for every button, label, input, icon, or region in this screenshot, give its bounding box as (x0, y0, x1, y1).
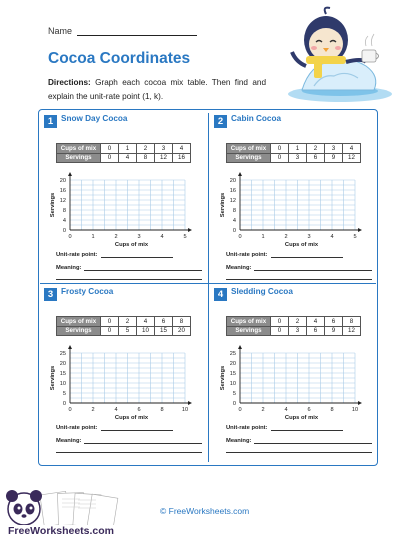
table-cell: 3 (325, 144, 343, 154)
table-cell: 3 (289, 153, 307, 163)
table-cell: 4 (307, 317, 325, 327)
problem-2 (214, 114, 374, 286)
y-tick-label: 5 (232, 391, 236, 397)
problem-title: Sledding Cocoa (231, 287, 293, 296)
meaning-label: Meaning: (226, 265, 252, 271)
cups-row-header: Cups of mix (57, 144, 101, 154)
problem-title: Cabin Cocoa (231, 114, 282, 123)
table-cell: 0 (271, 326, 289, 336)
x-tick-label: 5 (183, 234, 187, 240)
y-tick-label: 15 (59, 371, 66, 377)
meaning-field[interactable] (56, 438, 202, 444)
x-tick-label: 2 (91, 407, 95, 413)
meaning-line-2[interactable] (56, 279, 202, 280)
x-tick-label: 8 (330, 407, 334, 413)
table-cell: 10 (137, 326, 155, 336)
x-tick-label: 0 (238, 407, 242, 413)
y-tick-label: 8 (62, 208, 66, 214)
directions-text: Graph each cocoa mix table. Then find and explain the unit-rate point (1, k). (48, 78, 266, 101)
table-cell: 0 (271, 317, 289, 327)
meaning-field[interactable] (226, 265, 372, 271)
directions-label: Directions: (48, 78, 91, 87)
y-tick-label: 8 (232, 208, 236, 214)
meaning-line[interactable] (254, 438, 372, 444)
coordinate-grid[interactable] (44, 166, 204, 250)
table-cell: 9 (325, 326, 343, 336)
table-cell: 3 (155, 144, 173, 154)
panel-vertical-divider (208, 113, 209, 462)
meaning-label: Meaning: (56, 438, 82, 444)
table-cell: 0 (271, 144, 289, 154)
unit-rate-line[interactable] (271, 425, 343, 431)
x-tick-label: 4 (330, 234, 334, 240)
y-tick-label: 0 (232, 228, 236, 234)
x-tick-label: 6 (307, 407, 311, 413)
x-axis-label: Cups of mix (284, 415, 319, 421)
cups-row-header: Cups of mix (227, 317, 271, 327)
y-tick-label: 10 (59, 381, 66, 387)
name-label: Name (48, 26, 73, 36)
table-cell: 2 (119, 317, 137, 327)
table-cell: 8 (137, 153, 155, 163)
unit-rate-label: Unit-rate point: (56, 252, 98, 258)
problem-title: Snow Day Cocoa (61, 114, 128, 123)
problem-header (44, 287, 131, 301)
cups-row-header: Cups of mix (227, 144, 271, 154)
x-tick-label: 5 (353, 234, 357, 240)
x-tick-label: 0 (68, 407, 72, 413)
y-tick-label: 20 (59, 178, 66, 184)
x-tick-label: 1 (261, 234, 265, 240)
y-tick-label: 4 (62, 218, 66, 224)
cups-row-header: Cups of mix (57, 317, 101, 327)
y-tick-label: 20 (59, 361, 66, 367)
unit-rate-line[interactable] (101, 252, 173, 258)
meaning-line[interactable] (84, 438, 202, 444)
servings-row (57, 153, 191, 163)
x-tick-label: 6 (137, 407, 141, 413)
meaning-field[interactable] (226, 438, 372, 444)
x-tick-label: 10 (351, 407, 359, 413)
y-tick-label: 16 (59, 188, 66, 194)
table-cell: 4 (343, 144, 361, 154)
meaning-line-2[interactable] (56, 452, 202, 453)
unit-rate-field[interactable] (56, 252, 173, 258)
problem-4 (214, 287, 374, 459)
servings-row-header: Servings (227, 153, 271, 163)
x-axis-label: Cups of mix (114, 415, 149, 421)
problem-number-badge: 3 (44, 288, 57, 301)
coordinate-grid[interactable] (214, 166, 374, 250)
meaning-label: Meaning: (56, 265, 82, 271)
cups-row (227, 317, 361, 327)
unit-rate-field[interactable] (56, 425, 173, 431)
table-cell: 1 (289, 144, 307, 154)
x-tick-label: 1 (91, 234, 95, 240)
table-cell: 12 (343, 326, 361, 336)
y-tick-label: 25 (59, 351, 66, 357)
table-cell: 0 (101, 144, 119, 154)
y-axis-label: Servings (220, 192, 226, 218)
table-cell: 4 (137, 317, 155, 327)
x-axis-label: Cups of mix (114, 242, 149, 248)
mix-table (226, 316, 361, 336)
x-tick-label: 10 (181, 407, 189, 413)
problem-number-badge: 4 (214, 288, 227, 301)
name-line[interactable] (77, 27, 197, 36)
penguin-mascot-illustration (270, 4, 398, 104)
table-cell: 6 (325, 317, 343, 327)
x-axis-label: Cups of mix (284, 242, 319, 248)
name-field[interactable] (48, 26, 197, 36)
servings-row (57, 326, 191, 336)
y-tick-label: 10 (229, 381, 236, 387)
meaning-label: Meaning: (226, 438, 252, 444)
cups-row (57, 317, 191, 327)
servings-row (227, 326, 361, 336)
cups-row (57, 144, 191, 154)
meaning-field[interactable] (56, 265, 202, 271)
logo-text: FreeWorksheets.com (8, 525, 115, 537)
table-cell: 15 (155, 326, 173, 336)
freeworksheets-logo (2, 487, 134, 537)
table-cell: 12 (343, 153, 361, 163)
coordinate-grid[interactable] (44, 339, 204, 423)
problem-header (214, 287, 301, 301)
meaning-line-2[interactable] (226, 452, 372, 453)
y-axis-arrow (238, 345, 242, 349)
x-tick-label: 8 (160, 407, 164, 413)
y-tick-label: 12 (59, 198, 66, 204)
y-axis-label: Servings (220, 365, 226, 391)
cups-row (227, 144, 361, 154)
table-cell: 20 (173, 326, 191, 336)
x-tick-label: 2 (261, 407, 265, 413)
table-cell: 3 (289, 326, 307, 336)
mix-table (56, 316, 191, 336)
x-axis-arrow (358, 401, 362, 405)
coordinate-grid[interactable] (214, 339, 374, 423)
y-tick-label: 0 (62, 401, 66, 407)
unit-rate-field[interactable] (226, 425, 343, 431)
x-tick-label: 4 (284, 407, 288, 413)
table-cell: 2 (137, 144, 155, 154)
table-cell: 0 (271, 153, 289, 163)
servings-row-header: Servings (57, 153, 101, 163)
x-tick-label: 2 (284, 234, 288, 240)
x-axis-arrow (188, 228, 192, 232)
servings-row (227, 153, 361, 163)
y-tick-label: 25 (229, 351, 236, 357)
problem-3 (44, 287, 204, 459)
y-axis-label: Servings (50, 192, 56, 218)
table-cell: 9 (325, 153, 343, 163)
y-axis-arrow (68, 345, 72, 349)
unit-rate-label: Unit-rate point: (56, 425, 98, 431)
y-axis-label: Servings (50, 365, 56, 391)
x-axis-arrow (188, 401, 192, 405)
unit-rate-label: Unit-rate point: (226, 252, 268, 258)
problem-1 (44, 114, 204, 286)
servings-row-header: Servings (57, 326, 101, 336)
table-cell: 8 (343, 317, 361, 327)
table-cell: 6 (155, 317, 173, 327)
y-axis-arrow (68, 172, 72, 176)
y-tick-label: 0 (62, 228, 66, 234)
directions (48, 76, 266, 104)
servings-row-header: Servings (227, 326, 271, 336)
meaning-line-2[interactable] (226, 279, 372, 280)
unit-rate-label: Unit-rate point: (226, 425, 268, 431)
y-tick-label: 15 (229, 371, 236, 377)
unit-rate-field[interactable] (226, 252, 343, 258)
table-cell: 12 (155, 153, 173, 163)
mix-table (56, 143, 191, 163)
table-cell: 6 (307, 326, 325, 336)
table-cell: 16 (173, 153, 191, 163)
meaning-line[interactable] (84, 265, 202, 271)
unit-rate-line[interactable] (271, 252, 343, 258)
y-tick-label: 4 (232, 218, 236, 224)
problem-header (44, 114, 131, 128)
problem-number-badge: 1 (44, 115, 57, 128)
x-tick-label: 4 (114, 407, 118, 413)
y-tick-label: 20 (229, 178, 236, 184)
y-axis-arrow (238, 172, 242, 176)
table-cell: 2 (289, 317, 307, 327)
y-tick-label: 0 (232, 401, 236, 407)
unit-rate-line[interactable] (101, 425, 173, 431)
x-tick-label: 0 (68, 234, 72, 240)
y-tick-label: 5 (62, 391, 66, 397)
table-cell: 0 (101, 317, 119, 327)
y-tick-label: 16 (229, 188, 236, 194)
table-cell: 0 (101, 326, 119, 336)
table-cell: 6 (307, 153, 325, 163)
page-title: Cocoa Coordinates (48, 50, 191, 67)
x-axis-arrow (358, 228, 362, 232)
x-tick-label: 4 (160, 234, 164, 240)
x-tick-label: 2 (114, 234, 118, 240)
table-cell: 8 (173, 317, 191, 327)
y-tick-label: 20 (229, 361, 236, 367)
table-cell: 0 (101, 153, 119, 163)
x-tick-label: 3 (137, 234, 141, 240)
meaning-line[interactable] (254, 265, 372, 271)
mix-table (226, 143, 361, 163)
table-cell: 1 (119, 144, 137, 154)
table-cell: 2 (307, 144, 325, 154)
footer-url[interactable]: © FreeWorksheets.com (160, 506, 250, 516)
table-cell: 4 (173, 144, 191, 154)
problem-header (214, 114, 301, 128)
table-cell: 4 (119, 153, 137, 163)
table-cell: 5 (119, 326, 137, 336)
x-tick-label: 3 (307, 234, 311, 240)
x-tick-label: 0 (238, 234, 242, 240)
problem-title: Frosty Cocoa (61, 287, 114, 296)
problem-number-badge: 2 (214, 115, 227, 128)
y-tick-label: 12 (229, 198, 236, 204)
